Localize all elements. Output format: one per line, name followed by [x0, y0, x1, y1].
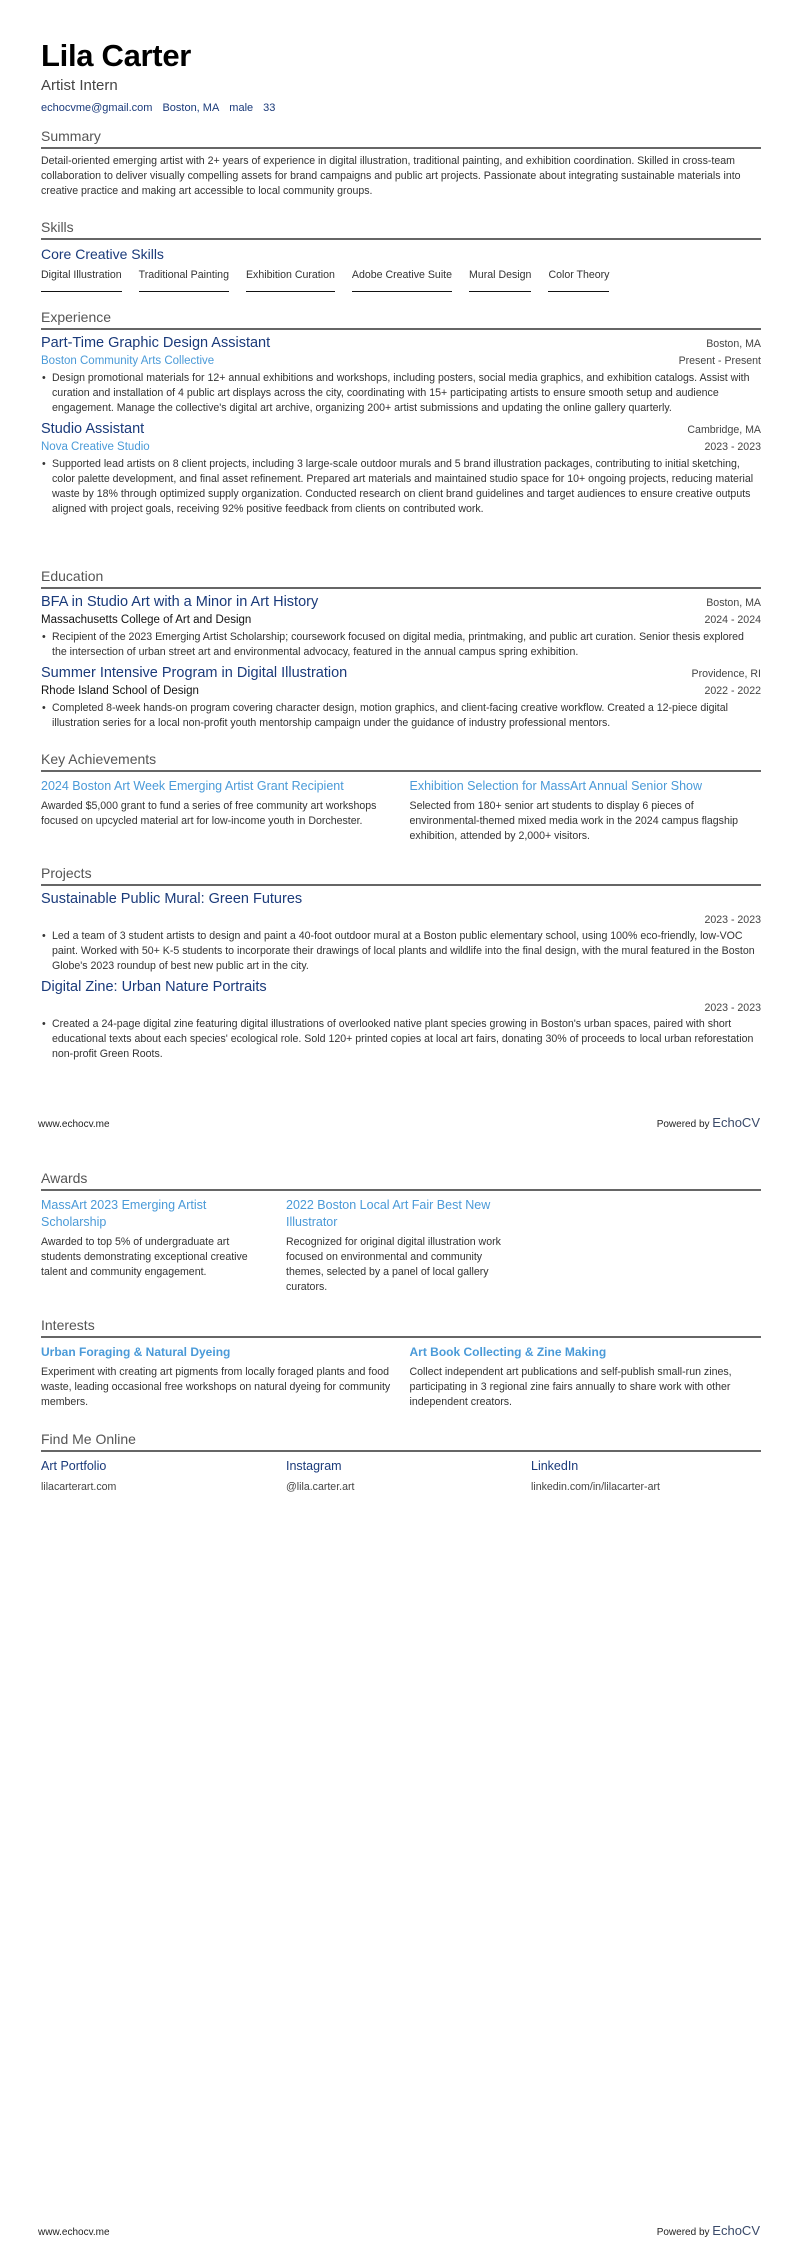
interest-title: Art Book Collecting & Zine Making	[409, 1345, 607, 1359]
candidate-role: Artist Intern	[41, 77, 118, 94]
footer-powered-by	[657, 2223, 760, 2238]
achievement-card	[410, 778, 762, 844]
employer: Nova Creative Studio	[41, 441, 150, 453]
project-title: Sustainable Public Mural: Green Futures	[41, 891, 303, 907]
project-entry	[41, 978, 761, 1062]
online-link-label: Instagram	[286, 1459, 342, 1473]
contact-line	[41, 100, 761, 116]
skills-group-title: Core Creative Skills	[41, 246, 164, 262]
interest-text: Collect independent art publications and self-publish small-run zines, participating in 3 regional zine fairs annually to share work with other independent creators.	[409, 1366, 732, 1408]
footer-brand[interactable]: EchoCV	[712, 1115, 760, 1130]
project-dates: 2023 - 2023	[704, 1002, 761, 1014]
skills-section	[41, 218, 761, 292]
skill-chip: Exhibition Curation	[246, 269, 335, 292]
job-bullet: • Supported lead artists on 8 client projects, including 3 large-scale outdoor murals and 5 brand illustration packages, contributing to initial sketching, color palette development, and final asset refinement. Prepared art materials and maintained studio space for 10+ ongoing projects, reducing material waste by 18% through optimized supply organization. Conducted research on client brand guidelines and target audiences to ensure creative outputs aligned with project goals, receiving 92% positive feedback from clients on contributed work.	[41, 457, 761, 517]
award-text: Awarded to top 5% of undergraduate art students demonstrating exceptional creative talent and community engagement.	[41, 1236, 248, 1278]
skill-chip: Mural Design	[469, 269, 531, 292]
skill-chip: Adobe Creative Suite	[352, 269, 452, 292]
achievement-text: Awarded $5,000 grant to fund a series of free community art workshops focused on upcycled material art for low-income youth in Dorchester.	[41, 800, 377, 827]
section-title-summary: Summary	[41, 127, 761, 149]
achievements-section	[41, 750, 761, 844]
job-location: Boston, MA	[706, 338, 761, 350]
contact-age: 33	[263, 102, 276, 114]
project-bullet: • Created a 24-page digital zine featuring digital illustrations of overlooked native plant species growing in Boston's urban spaces, paired with short educational texts about each species' ecological role. Sold 120+ printed copies at local art fairs, donating 30% of proceeds to local urban reforestation non-profit Green Roots.	[41, 1017, 761, 1062]
job-bullet: • Design promotional materials for 12+ annual exhibitions and workshops, including posters, social media graphics, and exhibition catalogs. Assist with curation and installation of 4 public art displays across the city, coordinating with 15+ participating artists to ensure smooth setup and audience engagement. Manage the collective's digital art archive, organizing 200+ artist submissions and updating the online gallery quarterly.	[41, 371, 761, 416]
contact-gender: male	[229, 102, 254, 114]
achievement-card	[41, 778, 393, 844]
section-title-awards: Awards	[41, 1169, 761, 1191]
experience-section	[41, 308, 761, 517]
section-title-interests: Interests	[41, 1316, 761, 1338]
award-title: 2022 Boston Local Art Fair Best New Illustrator	[286, 1198, 491, 1229]
online-link-label: LinkedIn	[531, 1459, 579, 1473]
award-text: Recognized for original digital illustration work focused on environmental and community themes, selected by a panel of local gallery curators.	[286, 1236, 501, 1293]
interest-text: Experiment with creating art pigments from locally foraged plants and food waste, leading occasional free workshops on natural dyeing for community members.	[41, 1366, 391, 1408]
education-dates: 2024 - 2024	[704, 614, 761, 626]
employer: Boston Community Arts Collective	[41, 355, 215, 367]
school-name: Massachusetts College of Art and Design	[41, 614, 252, 626]
summary-section	[41, 127, 761, 199]
award-card	[41, 1197, 269, 1295]
project-entry	[41, 890, 761, 974]
project-bullet: • Led a team of 3 student artists to design and paint a 40-foot outdoor mural at a Boston public elementary school, using 100% eco-friendly, low-VOC paint. Worked with 50+ K-5 students to incorporate their drawings of local plants and wildlife into the final design, with the mural featured in the Boston Globe's 2023 roundup of best new public art in the city.	[41, 929, 761, 974]
footer-site-link[interactable]: www.echocv.me	[38, 1119, 110, 1130]
linkedin-link[interactable]: linkedin.com/in/lilacarter-art	[531, 1481, 660, 1493]
interests-section	[41, 1316, 761, 1410]
experience-entry	[41, 334, 761, 416]
school-name: Rhode Island School of Design	[41, 685, 199, 697]
footer-brand[interactable]: EchoCV	[712, 2223, 760, 2238]
online-link-card	[286, 1458, 514, 1495]
education-section	[41, 567, 761, 731]
projects-section	[41, 864, 761, 1062]
job-location: Cambridge, MA	[687, 424, 761, 436]
skills-list	[41, 269, 761, 292]
project-dates: 2023 - 2023	[704, 914, 761, 926]
award-title: MassArt 2023 Emerging Artist Scholarship	[41, 1198, 207, 1229]
instagram-link[interactable]: @lila.carter.art	[286, 1481, 355, 1493]
summary-text: Detail-oriented emerging artist with 2+ years of experience in digital illustration, traditional painting, and exhibition coordination. Skilled in cross-team collaboration to deliver visually compelling assets for brand campaigns and public art projects. Passionate about integrating sustainable materials into creative practice and making art accessible to local community groups.	[41, 155, 741, 197]
job-title: Studio Assistant	[41, 421, 145, 437]
achievement-title: 2024 Boston Art Week Emerging Artist Grant Recipient	[41, 779, 344, 793]
skill-chip: Digital Illustration	[41, 269, 122, 292]
school-location: Providence, RI	[691, 668, 761, 680]
project-title: Digital Zine: Urban Nature Portraits	[41, 979, 267, 995]
online-section	[41, 1430, 761, 1495]
section-title-skills: Skills	[41, 218, 761, 240]
section-title-education: Education	[41, 567, 761, 589]
education-entry	[41, 664, 761, 731]
experience-entry	[41, 420, 761, 517]
contact-email[interactable]: echocvme@gmail.com	[41, 102, 153, 114]
degree-title: Summer Intensive Program in Digital Illustration	[41, 665, 348, 681]
degree-title: BFA in Studio Art with a Minor in Art History	[41, 594, 319, 610]
online-link-label: Art Portfolio	[41, 1459, 107, 1473]
job-dates: 2023 - 2023	[704, 441, 761, 453]
resume-page-2	[0, 1123, 794, 2246]
skill-chip: Color Theory	[548, 269, 609, 292]
section-title-achievements: Key Achievements	[41, 750, 761, 772]
education-bullet: • Recipient of the 2023 Emerging Artist Scholarship; coursework focused on digital media, printmaking, and public art curation. Senior thesis explored the intersection of urban street art and environmental advocacy, featured in the annual campus spring exhibition.	[41, 630, 761, 660]
footer-site-link[interactable]: www.echocv.me	[38, 2227, 110, 2238]
interest-title: Urban Foraging & Natural Dyeing	[41, 1345, 231, 1359]
section-title-online: Find Me Online	[41, 1430, 761, 1452]
achievement-title: Exhibition Selection for MassArt Annual Senior Show	[409, 779, 703, 793]
resume-header	[41, 38, 761, 116]
job-dates: Present - Present	[678, 355, 761, 367]
page-footer	[38, 2223, 760, 2238]
powered-by-label: Powered by	[656, 1119, 713, 1130]
school-location: Boston, MA	[706, 597, 761, 609]
education-dates: 2022 - 2022	[704, 685, 761, 697]
achievement-text: Selected from 180+ senior art students to display 6 pieces of environmental-themed mixed media work in the 2024 campus flagship exhibition, attended by 2,000+ visitors.	[409, 800, 739, 842]
contact-location: Boston, MA	[162, 102, 220, 114]
awards-section	[41, 1169, 761, 1295]
section-title-projects: Projects	[41, 864, 761, 886]
interest-card	[41, 1344, 393, 1410]
online-link-card	[531, 1458, 759, 1495]
online-link-card	[41, 1458, 269, 1495]
skill-chip: Traditional Painting	[139, 269, 229, 292]
job-title: Part-Time Graphic Design Assistant	[41, 335, 271, 351]
education-entry	[41, 593, 761, 660]
powered-by-label: Powered by	[656, 2227, 713, 2238]
education-bullet: • Completed 8-week hands-on program covering character design, motion graphics, and client-facing creative workflow. Created a 12-piece digital illustration series for a local non-profit youth mentorship campaign under the guidance of industry professional mentors.	[41, 701, 761, 731]
award-card	[286, 1197, 514, 1295]
portfolio-link[interactable]: lilacarterart.com	[41, 1481, 117, 1493]
candidate-name: Lila Carter	[41, 38, 192, 73]
interest-card	[410, 1344, 762, 1410]
section-title-experience: Experience	[41, 308, 761, 330]
